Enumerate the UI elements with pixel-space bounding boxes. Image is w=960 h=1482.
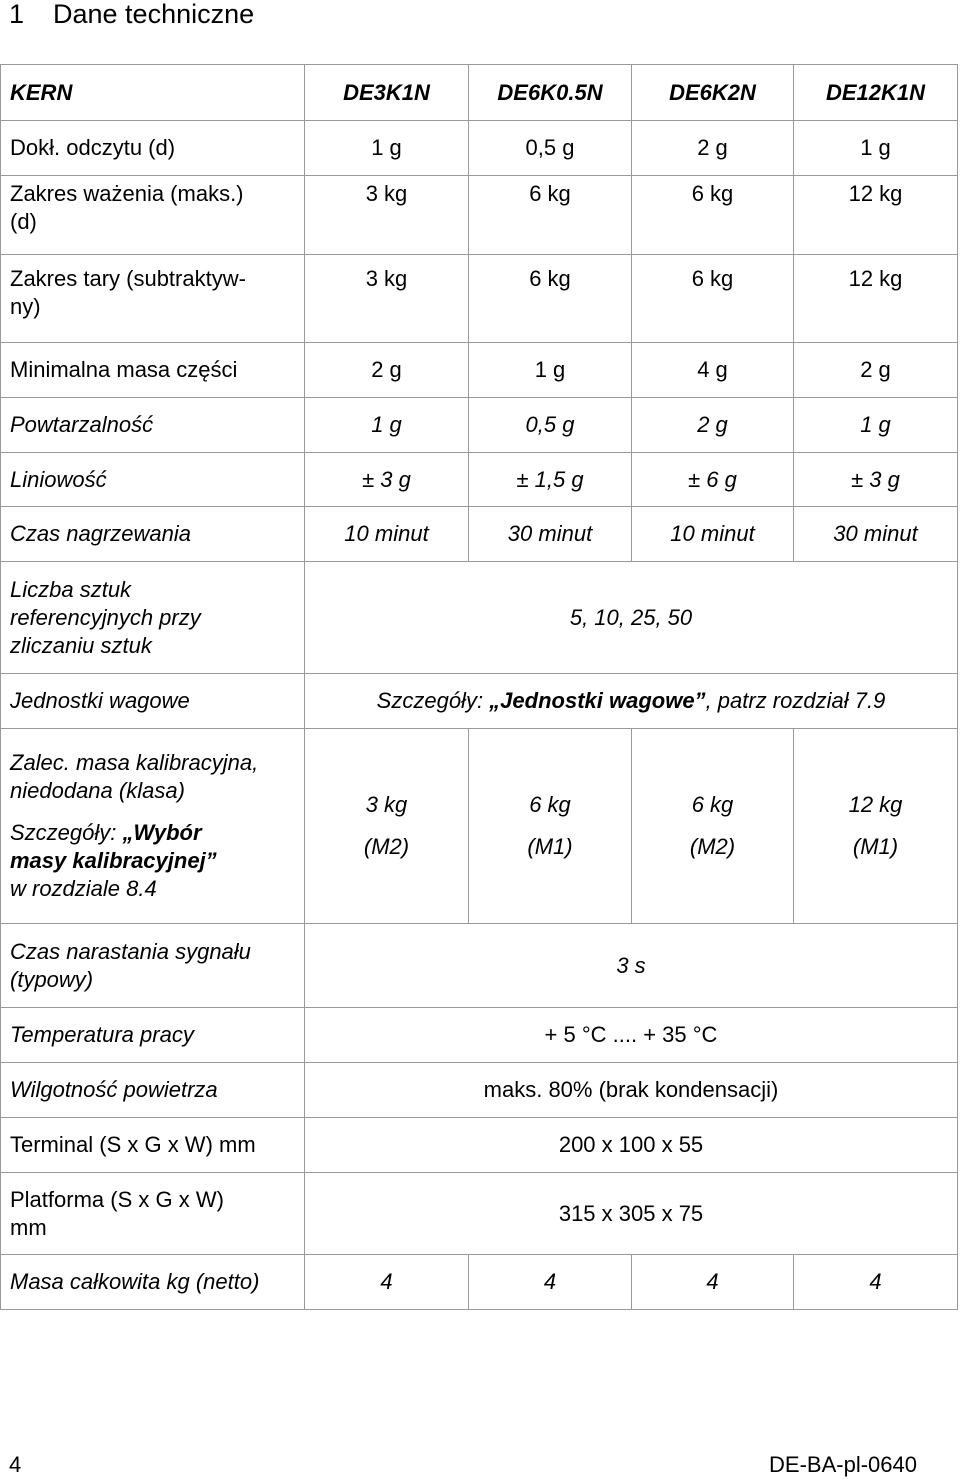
row-label: Powtarzalność xyxy=(1,398,305,453)
calibration-cell xyxy=(794,729,958,924)
header-model: DE6K2N xyxy=(632,65,794,121)
cell: 4 g xyxy=(632,343,794,398)
row-label-line: (typowy) xyxy=(10,966,94,992)
table-row xyxy=(1,343,958,398)
calibration-mass: 6 kg xyxy=(529,792,571,817)
row-label-line: (d) xyxy=(10,209,37,234)
details-prefix: Szczegóły: xyxy=(10,820,123,845)
row-label-line: Platforma (S x G x W) xyxy=(10,1186,224,1212)
cell: 1 g xyxy=(305,398,469,453)
cell: 6 kg xyxy=(632,176,794,255)
row-label: Masa całkowita kg (netto) xyxy=(1,1255,305,1310)
row-label-line: Zakres tary (subtraktyw- xyxy=(10,266,246,291)
calibration-class: (M2) xyxy=(689,834,736,859)
cell: 2 g xyxy=(794,343,958,398)
cell: ± 3 g xyxy=(305,453,469,507)
cell: ± 3 g xyxy=(794,453,958,507)
table-row xyxy=(1,924,958,1008)
cell: 4 xyxy=(305,1255,469,1310)
table-row xyxy=(1,176,958,255)
merged-cell: + 5 °C .... + 35 °C xyxy=(305,1008,958,1063)
row-label-line: mm xyxy=(10,1214,47,1240)
table-row xyxy=(1,453,958,507)
table-row xyxy=(1,1255,958,1310)
header-model: DE6K0.5N xyxy=(469,65,632,121)
cell: 30 minut xyxy=(794,507,958,562)
row-label: Terminal (S x G x W) mm xyxy=(1,1118,305,1173)
table-row xyxy=(1,255,958,343)
cell: ± 1,5 g xyxy=(469,453,632,507)
merged-cell xyxy=(305,674,958,729)
header-model: DE12K1N xyxy=(794,65,958,121)
row-label xyxy=(1,176,305,255)
cell: 30 minut xyxy=(469,507,632,562)
calibration-mass: 6 kg xyxy=(691,792,734,817)
cell: 1 g xyxy=(794,398,958,453)
cell: 6 kg xyxy=(469,176,632,255)
table-row xyxy=(1,1063,958,1118)
calibration-cell xyxy=(305,729,469,924)
calibration-cell xyxy=(469,729,632,924)
cell: 4 xyxy=(469,1255,632,1310)
row-label xyxy=(1,255,305,343)
row-label-line: Czas narastania sygnału xyxy=(10,938,251,964)
row-label-line xyxy=(10,847,304,875)
row-label: Jednostki wagowe xyxy=(1,674,305,729)
merged-cell: 3 s xyxy=(305,924,958,1008)
table-row xyxy=(1,1173,958,1255)
cell: 6 kg xyxy=(632,255,794,343)
units-link: „Jednostki wagowe” xyxy=(489,688,706,713)
calibration-label xyxy=(10,749,304,903)
row-label: Wilgotność powietrza xyxy=(1,1063,305,1118)
table-row xyxy=(1,1118,958,1173)
table-row xyxy=(1,562,958,674)
row-label xyxy=(1,729,305,924)
cell: 4 xyxy=(794,1255,958,1310)
row-label: Dokł. odczytu (d) xyxy=(1,121,305,176)
cell: 2 g xyxy=(632,121,794,176)
calibration-class: (M2) xyxy=(363,834,410,859)
merged-cell: 5, 10, 25, 50 xyxy=(305,562,958,674)
cell: 2 g xyxy=(305,343,469,398)
table-row xyxy=(1,729,958,924)
cell: 0,5 g xyxy=(469,121,632,176)
cell: 4 xyxy=(632,1255,794,1310)
units-prefix: Szczegóły: xyxy=(376,688,490,713)
calibration-class: (M1) xyxy=(852,834,899,859)
table-header-row xyxy=(1,65,958,121)
cell: 1 g xyxy=(305,121,469,176)
heading-number: 1 xyxy=(9,0,25,29)
row-label-line: ny) xyxy=(10,294,41,319)
cell: 12 kg xyxy=(794,255,958,343)
cell: 6 kg xyxy=(469,255,632,343)
row-label-line: referencyjnych przy xyxy=(10,604,201,630)
cell: ± 6 g xyxy=(632,453,794,507)
table-row xyxy=(1,674,958,729)
table-row xyxy=(1,121,958,176)
calibration-class: (M1) xyxy=(527,834,573,859)
cell: 1 g xyxy=(469,343,632,398)
details-bold: „Wybór xyxy=(122,820,202,845)
cell: 1 g xyxy=(794,121,958,176)
page-heading xyxy=(9,0,254,34)
row-label: Liniowość xyxy=(1,453,305,507)
heading-title: Dane techniczne xyxy=(53,0,255,29)
specs-table xyxy=(0,64,958,1310)
document-code: DE-BA-pl-0640 xyxy=(769,1452,917,1477)
header-brand: KERN xyxy=(1,65,305,121)
row-label xyxy=(1,924,305,1008)
merged-cell: 200 x 100 x 55 xyxy=(305,1118,958,1173)
calibration-mass: 12 kg xyxy=(848,792,903,817)
row-label-line: niedodana (klasa) xyxy=(10,778,185,803)
table-row xyxy=(1,507,958,562)
units-suffix: , patrz rozdział 7.9 xyxy=(705,688,886,713)
cell: 2 g xyxy=(632,398,794,453)
row-label: Czas nagrzewania xyxy=(1,507,305,562)
cell: 0,5 g xyxy=(469,398,632,453)
row-label-line: Zalec. masa kalibracyjna, xyxy=(10,750,259,775)
cell: 10 minut xyxy=(305,507,469,562)
calibration-mass: 3 kg xyxy=(365,792,408,817)
cell: 12 kg xyxy=(794,176,958,255)
merged-cell: maks. 80% (brak kondensacji) xyxy=(305,1063,958,1118)
cell: 3 kg xyxy=(305,176,469,255)
header-model: DE3K1N xyxy=(305,65,469,121)
row-label: Temperatura pracy xyxy=(1,1008,305,1063)
page-number: 4 xyxy=(9,1452,22,1477)
row-label-line: Liczba sztuk xyxy=(10,576,132,602)
table-row xyxy=(1,1008,958,1063)
cell: 3 kg xyxy=(305,255,469,343)
row-label-line xyxy=(10,819,304,847)
details-bold: masy kalibracyjnej” xyxy=(10,848,217,873)
merged-cell: 315 x 305 x 75 xyxy=(305,1173,958,1255)
cell: 10 minut xyxy=(632,507,794,562)
row-label-line: w rozdziale 8.4 xyxy=(10,876,157,901)
row-label-line: zliczaniu sztuk xyxy=(10,632,152,658)
table-row xyxy=(1,398,958,453)
row-label-line: Zakres ważenia (maks.) xyxy=(10,181,244,206)
row-label xyxy=(1,1173,305,1255)
row-label: Minimalna masa części xyxy=(1,343,305,398)
row-label xyxy=(1,562,305,674)
calibration-cell xyxy=(632,729,794,924)
